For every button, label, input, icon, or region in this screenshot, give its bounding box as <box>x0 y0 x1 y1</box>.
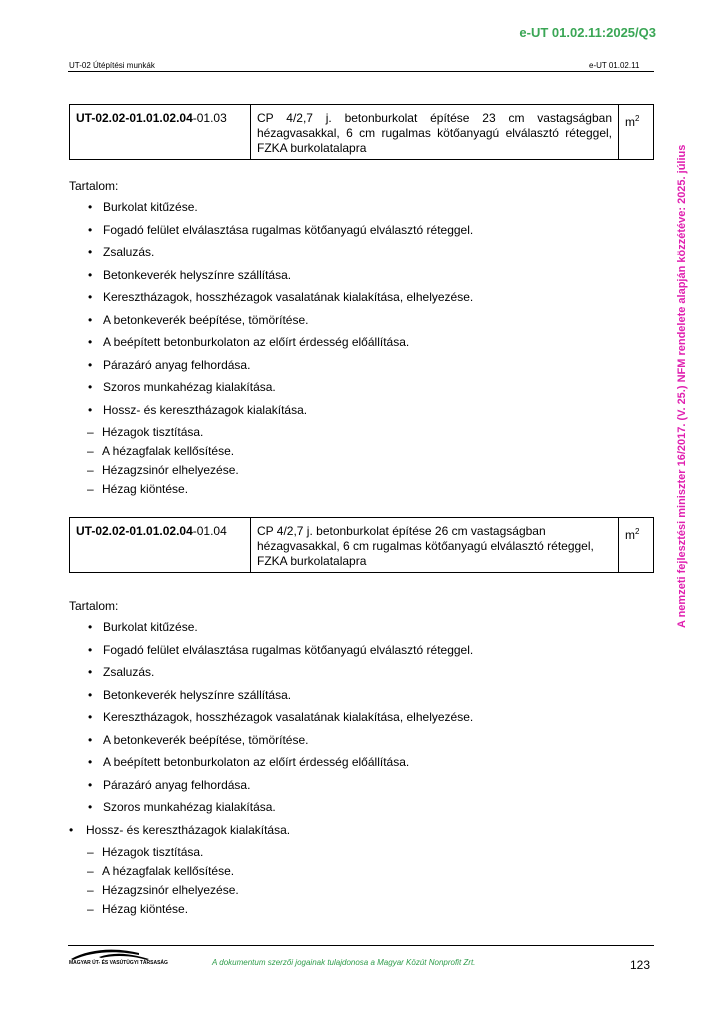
list-item <box>69 358 473 381</box>
list-item <box>69 223 473 246</box>
sub-list-item <box>69 463 473 482</box>
bullet-marker: • <box>88 665 93 679</box>
item-code-main: UT-02.02-01.01.02.04 <box>76 111 193 125</box>
bullet-marker: • <box>88 290 93 304</box>
page-number: 123 <box>630 958 651 972</box>
list-item <box>69 200 473 223</box>
copyright-note: A dokumentum szerzői jogainak tulajdonosa a Magyar Közút Nonprofit Zrt. <box>212 958 476 967</box>
sub-list-item <box>69 482 473 501</box>
bullet-marker: • <box>88 380 93 394</box>
item-unit <box>619 105 654 160</box>
bullet-marker: • <box>88 222 93 237</box>
list-item-text: A beépített betonburkolaton az előírt érdesség előállítása. <box>103 755 410 769</box>
unit-base: m <box>625 528 635 542</box>
list-item <box>69 688 473 711</box>
bullet-marker: • <box>69 822 74 837</box>
item-description: CP 4/2,7 j. betonburkolat építése 23 cm vastagságban hézagvasakkal, 6 cm rugalmas kötőanyagú elválasztó réteggel, FZKA burkolatalapra <box>251 105 619 160</box>
list-item <box>69 710 473 733</box>
bullet-marker: • <box>88 642 93 657</box>
item-code-main: UT-02.02-01.01.02.04 <box>76 524 193 538</box>
list-item-text: Hézag kiöntése. <box>102 482 189 496</box>
item-description: CP 4/2,7 j. betonburkolat építése 26 cm vastagságban hézagvasakkal, 6 cm rugalmas kötőanyagú elválasztó réteggel, FZKA burkolatalapra <box>251 518 619 573</box>
bullet-marker: • <box>88 402 93 417</box>
list-item-text: Keresztházagok, hosszhézagok vasalatának kialakítása, elhelyezése. <box>103 290 474 304</box>
sub-list-item <box>69 425 473 444</box>
list-item <box>69 245 473 268</box>
list-item-text: Párazáró anyag felhordása. <box>103 777 251 792</box>
list-item-text: A betonkeverék beépítése, tömörítése. <box>103 732 309 747</box>
list-item-text: A hézagfalak kellősítése. <box>102 444 235 458</box>
list-item <box>69 823 473 846</box>
dash-marker: – <box>87 864 94 878</box>
footer-rule <box>68 945 654 946</box>
header-rule <box>68 71 654 72</box>
list-item-text: Hézagok tisztítása. <box>102 425 204 439</box>
list-item <box>69 620 473 643</box>
list-item-text: Betonkeverék helyszínre szállítása. <box>103 267 292 282</box>
unit-exponent: 2 <box>635 114 640 123</box>
list-item <box>69 733 473 756</box>
list-item <box>69 800 473 823</box>
list-item-text: Hossz- és keresztházagok kialakítása. <box>103 402 308 417</box>
bullet-marker: • <box>88 245 93 259</box>
dash-marker: – <box>87 482 94 496</box>
sub-list-item <box>69 902 473 921</box>
list-item <box>69 380 473 403</box>
bullet-marker: • <box>88 267 93 282</box>
content-list <box>69 200 473 501</box>
logo-text: MAGYAR ÚT- ÉS VASÚTÜGYI TÁRSASÁG <box>69 960 168 966</box>
item-table-2 <box>69 517 654 573</box>
sub-list-item <box>69 444 473 463</box>
sub-list-item <box>69 845 473 864</box>
item-code-suffix: -01.03 <box>192 111 227 125</box>
list-item <box>69 643 473 666</box>
dash-marker: – <box>87 463 94 477</box>
bullet-marker: • <box>88 620 93 634</box>
list-item-text: A hézagfalak kellősítése. <box>102 864 235 878</box>
list-item-text: Fogadó felület elválasztása rugalmas kötőanyagú elválasztó réteggel. <box>103 642 474 657</box>
list-item-text: Szoros munkahézag kialakítása. <box>103 380 276 394</box>
content-intro: Tartalom: <box>69 599 119 613</box>
list-item-text: Fogadó felület elválasztása rugalmas kötőanyagú elválasztó réteggel. <box>103 222 474 237</box>
bullet-marker: • <box>88 755 93 769</box>
list-item-text: Zsaluzás. <box>103 665 155 679</box>
list-item-text: Keresztházagok, hosszhézagok vasalatának kialakítása, elhelyezése. <box>103 710 474 724</box>
dash-marker: – <box>87 883 94 897</box>
list-item-text: Hézagzsinór elhelyezése. <box>102 883 239 897</box>
content-list <box>69 620 473 921</box>
list-item-text: Párazáró anyag felhordása. <box>103 357 251 372</box>
list-item-text: Zsaluzás. <box>103 245 155 259</box>
bullet-marker: • <box>88 357 93 372</box>
list-item-text: Burkolat kitűzése. <box>103 200 198 214</box>
list-item <box>69 755 473 778</box>
item-code-suffix: -01.04 <box>192 524 227 538</box>
item-code <box>70 105 251 160</box>
list-item <box>69 268 473 291</box>
list-item <box>69 778 473 801</box>
list-item-text: A beépített betonburkolaton az előírt érdesség előállítása. <box>103 335 410 349</box>
header-doc-ref: e-UT 01.02.11 <box>589 61 640 70</box>
list-item <box>69 290 473 313</box>
unit-exponent: 2 <box>635 527 640 536</box>
list-item <box>69 313 473 336</box>
publication-side-note: A nemzeti fejlesztési miniszter 16/2017. (V. 25.) NFM rendelete alapján közzétéve: 2025. július <box>676 144 688 628</box>
item-table-1 <box>69 104 654 160</box>
dash-marker: – <box>87 425 94 439</box>
list-item-text: Betonkeverék helyszínre szállítása. <box>103 687 292 702</box>
content-intro: Tartalom: <box>69 179 119 193</box>
list-item-text: Hézag kiöntése. <box>102 902 189 916</box>
header-section-title: UT-02 Útépítési munkák <box>69 61 155 70</box>
dash-marker: – <box>87 444 94 458</box>
bullet-marker: • <box>88 200 93 214</box>
list-item-text: Hézagzsinór elhelyezése. <box>102 463 239 477</box>
bullet-marker: • <box>88 710 93 724</box>
bullet-marker: • <box>88 335 93 349</box>
bullet-marker: • <box>88 312 93 327</box>
list-item-text: A betonkeverék beépítése, tömörítése. <box>103 312 309 327</box>
list-item <box>69 335 473 358</box>
bullet-marker: • <box>88 800 93 814</box>
bullet-marker: • <box>88 687 93 702</box>
list-item <box>69 403 473 426</box>
sub-list-item <box>69 883 473 902</box>
sub-list-item <box>69 864 473 883</box>
list-item-text: Hézagok tisztítása. <box>102 845 204 859</box>
bullet-marker: • <box>88 777 93 792</box>
document-code: e-UT 01.02.11:2025/Q3 <box>519 25 656 40</box>
list-item-text: Hossz- és keresztházagok kialakítása. <box>86 822 291 837</box>
item-code <box>70 518 251 573</box>
list-item-text: Szoros munkahézag kialakítása. <box>103 800 276 814</box>
bullet-marker: • <box>88 732 93 747</box>
dash-marker: – <box>87 845 94 859</box>
list-item <box>69 665 473 688</box>
unit-base: m <box>625 115 635 129</box>
list-item-text: Burkolat kitűzése. <box>103 620 198 634</box>
dash-marker: – <box>87 902 94 916</box>
item-unit <box>619 518 654 573</box>
